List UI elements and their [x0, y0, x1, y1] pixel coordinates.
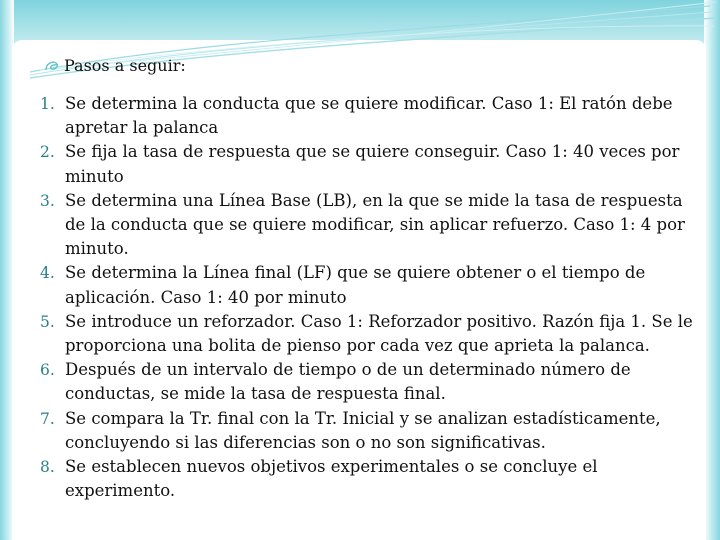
step-text: Se fija la tasa de respuesta que se quiere conseguir. Caso 1: 40 veces por minuto	[65, 142, 680, 186]
list-item	[40, 358, 700, 406]
step-number: 3.	[40, 191, 55, 210]
steps-list	[40, 92, 700, 503]
step-number: 8.	[40, 458, 55, 477]
list-item	[40, 140, 700, 188]
step-text: Se determina la conducta que se quiere modificar. Caso 1: El ratón debe apretar la palanca	[65, 94, 673, 138]
hollow-loop-bullet-icon	[44, 59, 60, 73]
step-text: Se determina la Línea final (LF) que se quiere obtener o el tiempo de aplicación. Caso 1: 40 por minuto	[65, 263, 646, 307]
step-number: 6.	[40, 361, 55, 380]
list-item	[40, 455, 700, 503]
list-item	[40, 310, 700, 358]
list-item	[40, 407, 700, 455]
list-item	[40, 261, 700, 309]
step-text: Se introduce un reforzador. Caso 1: Reforzador positivo. Razón fija 1. Se le proporciona una bolita de pienso por cada vez que aprieta la palanca.	[65, 311, 693, 356]
step-text: Después de un intervalo de tiempo o de un determinado número de conductas, se mide la tasa de respuesta final.	[65, 360, 631, 404]
list-item	[40, 92, 700, 140]
heading-text: Pasos a seguir:	[64, 56, 186, 75]
step-text: Se compara la Tr. final con la Tr. Inicial y se analizan estadísticamente, concluyendo si las diferencias son o no son significativas.	[65, 408, 661, 452]
step-number: 1.	[40, 95, 55, 113]
step-text: Se establecen nuevos objetivos experimentales o se concluye el experimento.	[65, 457, 598, 501]
step-text: Se determina una Línea Base (LB), en la que se mide la tasa de respuesta de la conducta que se quiere modificar, sin aplicar refuerzo. Caso 1: 4 por minuto.	[65, 190, 685, 259]
step-number: 5.	[40, 312, 55, 331]
step-number: 4.	[40, 264, 55, 283]
section-heading	[44, 56, 186, 75]
decorative-swoosh-lines	[0, 0, 720, 90]
step-number: 7.	[40, 409, 55, 428]
list-item	[40, 189, 700, 262]
step-number: 2.	[40, 143, 55, 162]
